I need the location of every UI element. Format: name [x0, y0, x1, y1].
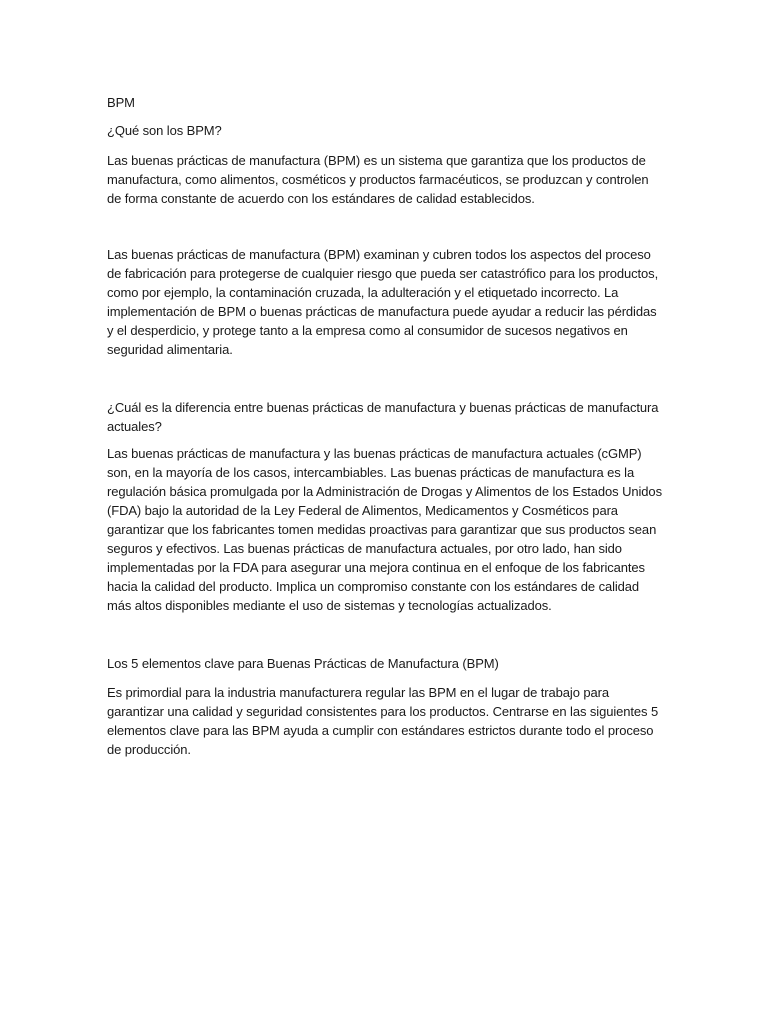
- paragraph-bpm-scope: Las buenas prácticas de manufactura (BPM) examinan y cubren todos los aspectos del proceso de fabricación para protegerse de cualquier riesgo que pueda ser catastrófico para los productos, como por ejemplo, la contaminación cruzada, la adulteración y el etiquetado incorrecto. La implementación de BPM o buenas prácticas de manufactura puede ayudar a reducir las pérdidas y el desperdicio, y protege tanto a la empresa como al consumidor de sucesos negativos en seguridad alimentaria.: [107, 247, 659, 357]
- paragraph-five-key-elements: Es primordial para la industria manufacturera regular las BPM en el lugar de trabajo para garantizar una calidad y seguridad consistentes para los productos. Centrarse en las siguientes 5 elementos clave para las BPM ayuda a cumplir con estándares estrictos durante todo el proceso de producción.: [107, 685, 659, 757]
- question-what-are-bpm: ¿Qué son los BPM?: [107, 123, 222, 138]
- question-bpm-vs-cgmp: ¿Cuál es la diferencia entre buenas prácticas de manufactura y buenas prácticas de manufactura actuales?: [107, 400, 659, 434]
- paragraph-bpm-definition: Las buenas prácticas de manufactura (BPM) es un sistema que garantiza que los productos de manufactura, como alimentos, cosméticos y productos farmacéuticos, se produzcan y controlen de forma constante de acuerdo con los estándares de calidad establecidos.: [107, 153, 649, 206]
- heading-five-key-elements: Los 5 elementos clave para Buenas Prácticas de Manufactura (BPM): [107, 656, 499, 671]
- document-title: BPM: [107, 95, 135, 110]
- paragraph-bpm-vs-cgmp: Las buenas prácticas de manufactura y las buenas prácticas de manufactura actuales (cGMP) son, en la mayoría de los casos, intercambiables. Las buenas prácticas de manufactura es la regulación básica promulgada por la Administración de Drogas y Alimentos de los Estados Unidos (FDA) bajo la autoridad de la Ley Federal de Alimentos, Medicamentos y Cosméticos para garantizar que los fabricantes tomen medidas proactivas para garantizar que sus productos sean seguros y efectivos. Las buenas prácticas de manufactura actuales, por otro lado, han sido implementadas por la FDA para asegurar una mejora continua en el enfoque de los fabricantes hacia la calidad del producto. Implica un compromiso constante con los estándares de calidad más altos disponibles mediante el uso de sistemas y tecnologías actualizados.: [107, 446, 662, 613]
